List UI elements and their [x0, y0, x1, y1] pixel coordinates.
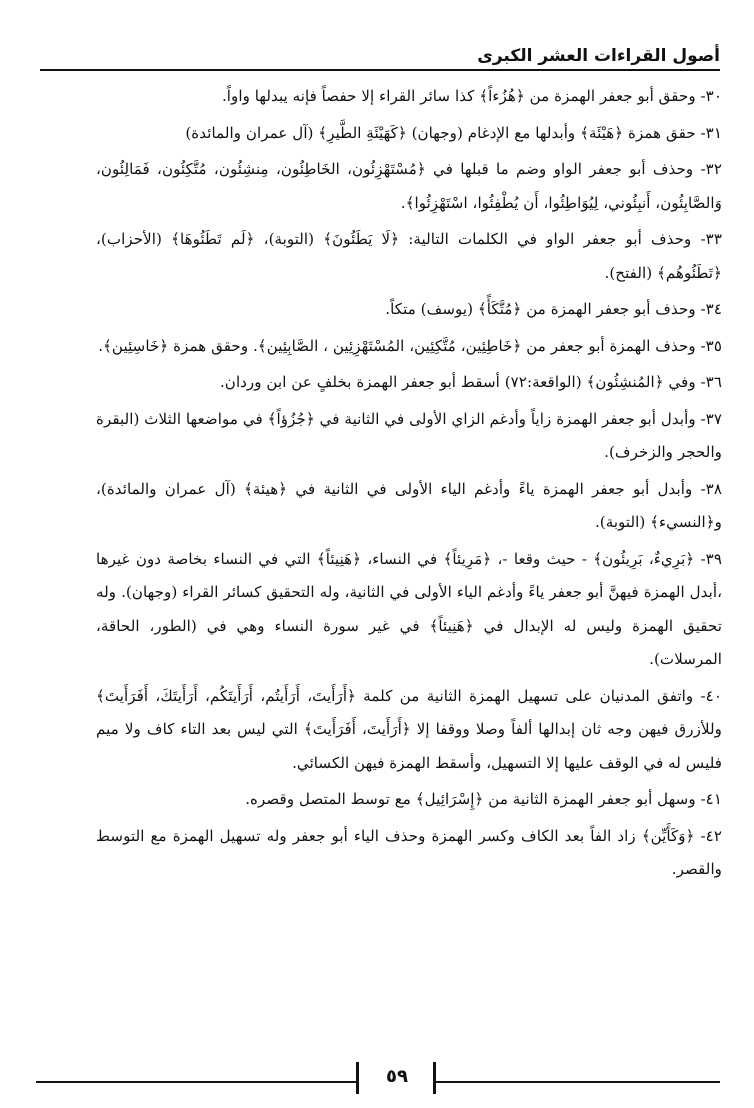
footer-bar-left: [356, 1062, 359, 1094]
paragraph-39: ٣٩- ﴿بَرِيءٌ، بَرِيئُون﴾ - حيث وقعا -، ﴿مَرِيئاً﴾ في النساء، ﴿هَنِيئاً﴾ التي في النساء بخاصة دون غيرها ،أبدل الهمزة فيهنَّ أبو جعفر ياءً وأدغم الياء الأولى في الثانية، وله التحقيق كسائر القراء (وجهان). وله تحقيق الهمزة وليس له الإبدال في ﴿هَنِيئاً﴾ في غير سورة النساء وهي في (الطور، الحاقة، المرسلات).: [96, 549, 722, 668]
header-rule: [40, 69, 720, 71]
paragraph-41: ٤١- وسهل أبو جعفر الهمزة الثانية من ﴿إِسْرَائِيل﴾ مع توسط المتصل وقصره.: [245, 790, 722, 808]
paragraph-34: ٣٤- وحذف أبو جعفر الهمزة من ﴿مُتَّكَأً﴾ (يوسف) متكاً.: [385, 300, 722, 318]
paragraph-40: ٤٠- واتفق المدنيان على تسهيل الهمزة الثانية من كلمة ﴿أَرَأَيتَ، أَرَأَيتُم، أَرَأَيتَكُم، أَرَأَيتَكَ، أَفَرَأَيتَ﴾ وللأزرق فيهن وجه ثان إبدالها ألفاً وصلا ووقفا إلا ﴿أَرَأَيتَ، أَفَرَأَيتَ﴾ التي ليس بعد التاء كاف ولا ميم فليس له في الوقف عليها إلا التسهيل، وأسقط الهمزة فيهن الكسائي.: [96, 686, 722, 772]
paragraph-38: ٣٨- وأبدل أبو جعفر الهمزة ياءً وأدغم الياء الأولى في الثانية في ﴿هيئة﴾ (آل عمران والمائدة)، و﴿النسيء﴾ (التوبة).: [96, 479, 722, 531]
paragraph-36: ٣٦- وفي ﴿المُنشِئُون﴾ (الواقعة:٧٢) أسقط أبو جعفر الهمزة بخلفٍ عن ابن وردان.: [219, 373, 722, 391]
footer-bar-right: [433, 1062, 436, 1094]
page-body: [96, 80, 722, 890]
page-number: ٥٩: [386, 1066, 408, 1087]
paragraph-32: ٣٢- وحذف أبو جعفر الواو وضم ما قبلها في ﴿مُسْتَهْزِئُون، الخَاطِئُون، مِنشِئُون، مُتَّكِئُون، فَمَالِئُون، وَالصَّابِئُون، أَنبِئُوني، لِيُوَاطِئُوا، أَن يُطْفِئُوا، اسْتَهْزِئُوا﴾.: [96, 160, 722, 212]
paragraph-42: ٤٢- ﴿وَكَأَيِّن﴾ زاد الفاً بعد الكاف وكسر الهمزة وحذف الياء أبو جعفر وله تسهيل الهمزة مع التوسط والقصر.: [96, 826, 722, 878]
footer-rule-left: [36, 1081, 358, 1083]
paragraph-37: ٣٧- وأبدل أبو جعفر الهمزة زاياً وأدغم الزاي الأولى في الثانية في ﴿جُزُؤاً﴾ في مواضعها الثلاث (البقرة والحجر والزخرف).: [96, 409, 722, 461]
page-header-title: أصول القراءات العشر الكبرى: [477, 46, 720, 66]
paragraph-31: ٣١- حقق همزة ﴿هَيْئَة﴾ وأبدلها مع الإدغام (وجهان) ﴿كَهَيْئَةِ الطَّيرِ﴾ (آل عمران والمائدة): [185, 123, 722, 142]
footer-rule-right: [436, 1081, 720, 1083]
paragraph-35: ٣٥- وحذف الهمزة أبو جعفر من ﴿خَاطِئِين، مُتَّكِئِين، المُسْتَهْزِئِين ، الصَّابِئِين﴾. وحقق همزة ﴿خَاسِئِين﴾.: [98, 336, 722, 355]
paragraph-33: ٣٣- وحذف أبو جعفر الواو في الكلمات التالية: ﴿لَا يَطَئُونَ﴾ (التوبة)، ﴿لَم تَطَئُوهَا﴾ (الأحزاب)، ﴿تَطَئُوهُم﴾ (الفتح).: [96, 230, 722, 282]
paragraph-30: ٣٠- وحقق أبو جعفر الهمزة من ﴿هُزُءاً﴾ كذا سائر القراء إلا حفصاً فإنه يبدلها واواً.: [221, 87, 722, 105]
